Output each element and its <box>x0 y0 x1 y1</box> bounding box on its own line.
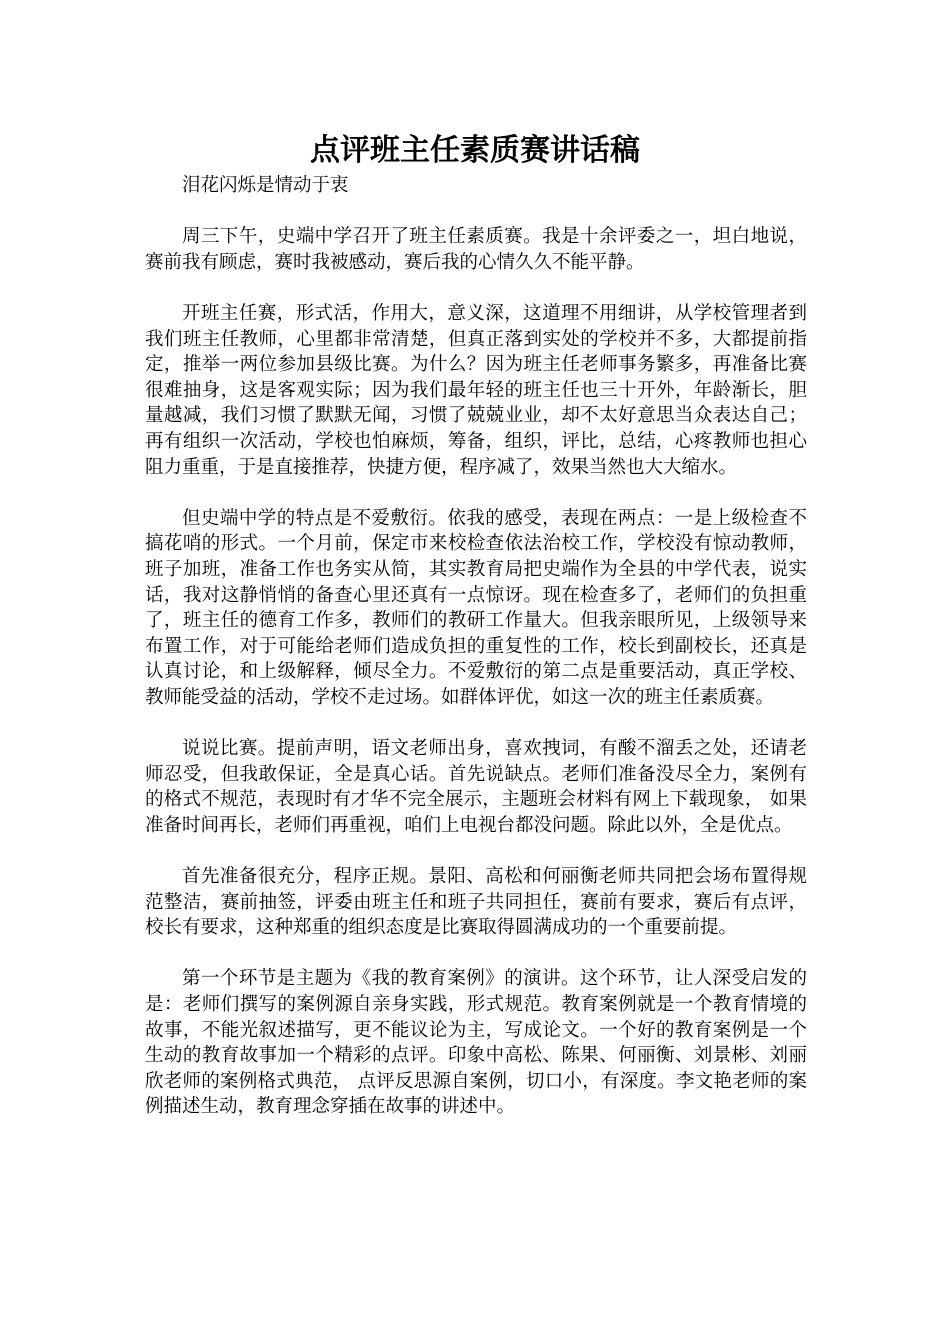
paragraph: 周三下午，史端中学召开了班主任素质赛。我是十余评委之一，坦白地说，赛前我有顾虑，赛时我被感动，赛后我的心情久久不能平静。 <box>145 226 807 273</box>
paragraph: 说说比赛。提前声明，语文老师出身，喜欢拽词，有酸不溜丢之处，还请老师忍受，但我敢保证，全是真心话。首先说缺点。老师们准备没尽全力，案例有的格式不规范，表现时有才华不完全展示，主题班会材料有网上下载现象， 如果准备时间再长，老师们再重视，咱们上电视台都没问题。除此以外，全是优点。 <box>145 738 807 836</box>
paragraph: 但史端中学的特点是不爱敷衍。依我的感受，表现在两点：一是上级检查不搞花哨的形式。一个月前，保定市来校检查依法治校工作，学校没有惊动教师，班子加班，准备工作也务实从简，其实教育局把史端作为全县的中学代表，说实话，我对这静悄悄的备查心里还真有一点惊讶。现在检查多了，老师们的负担重了，班主任的德育工作多，教师们的教研工作量大。但我亲眼所见，上级领导来布置工作，对于可能给老师们造成负担的重复性的工作，校长到副校长，还真是认真讨论，和上级解释，倾尽全力。不爱敷衍的第二点是重要活动，真正学校、教师能受益的活动，学校不走过场。如群体评优，如这一次的班主任素质赛。 <box>145 507 807 708</box>
document-body <box>145 173 807 1120</box>
paragraph: 首先准备很充分，程序正规。景阳、高松和何丽衡老师共同把会场布置得规范整洁，赛前抽签，评委由班主任和班子共同担任，赛前有要求，赛后有点评，校长有要求，这种郑重的组织态度是比赛取得圆满成功的一个重要前提。 <box>145 866 807 939</box>
document-subtitle: 泪花闪烁是情动于衷 <box>182 175 349 196</box>
paragraph: 开班主任赛，形式活，作用大，意义深，这道理不用细讲，从学校管理者到我们班主任教师，心里都非常清楚，但真正落到实处的学校并不多，大都提前指定，推举一两位参加县级比赛。为什么？因为班主任老师事务繁多，再准备比赛很难抽身，这是客观实际；因为我们最年轻的班主任也三十开外，年龄渐长，胆量越减，我们习惯了默默无闻，习惯了兢兢业业，却不太好意思当众表达自己；再有组织一次活动，学校也怕麻烦，筹备，组织，评比，总结，心疼教师也担心阻力重重，于是直接推荐，快捷方便，程序减了，效果当然也大大缩水。 <box>145 302 807 478</box>
document-title: 点评班主任素质赛讲话稿 <box>310 133 640 168</box>
paragraph: 第一个环节是主题为《我的教育案例》的演讲。这个环节，让人深受启发的是：老师们撰写的案例源自亲身实践，形式规范。教育案例就是一个教育情境的故事，不能光叙述描写，更不能议论为主，写成论文。一个好的教育案例是一个生动的教育故事加一个精彩的点评。印象中高松、陈果、何丽衡、刘景彬、刘丽欣老师的案例格式典范， 点评反思源自案例，切口小，有深度。李文艳老师的案例描述生动，教育理念穿插在故事的讲述中。 <box>145 968 807 1118</box>
